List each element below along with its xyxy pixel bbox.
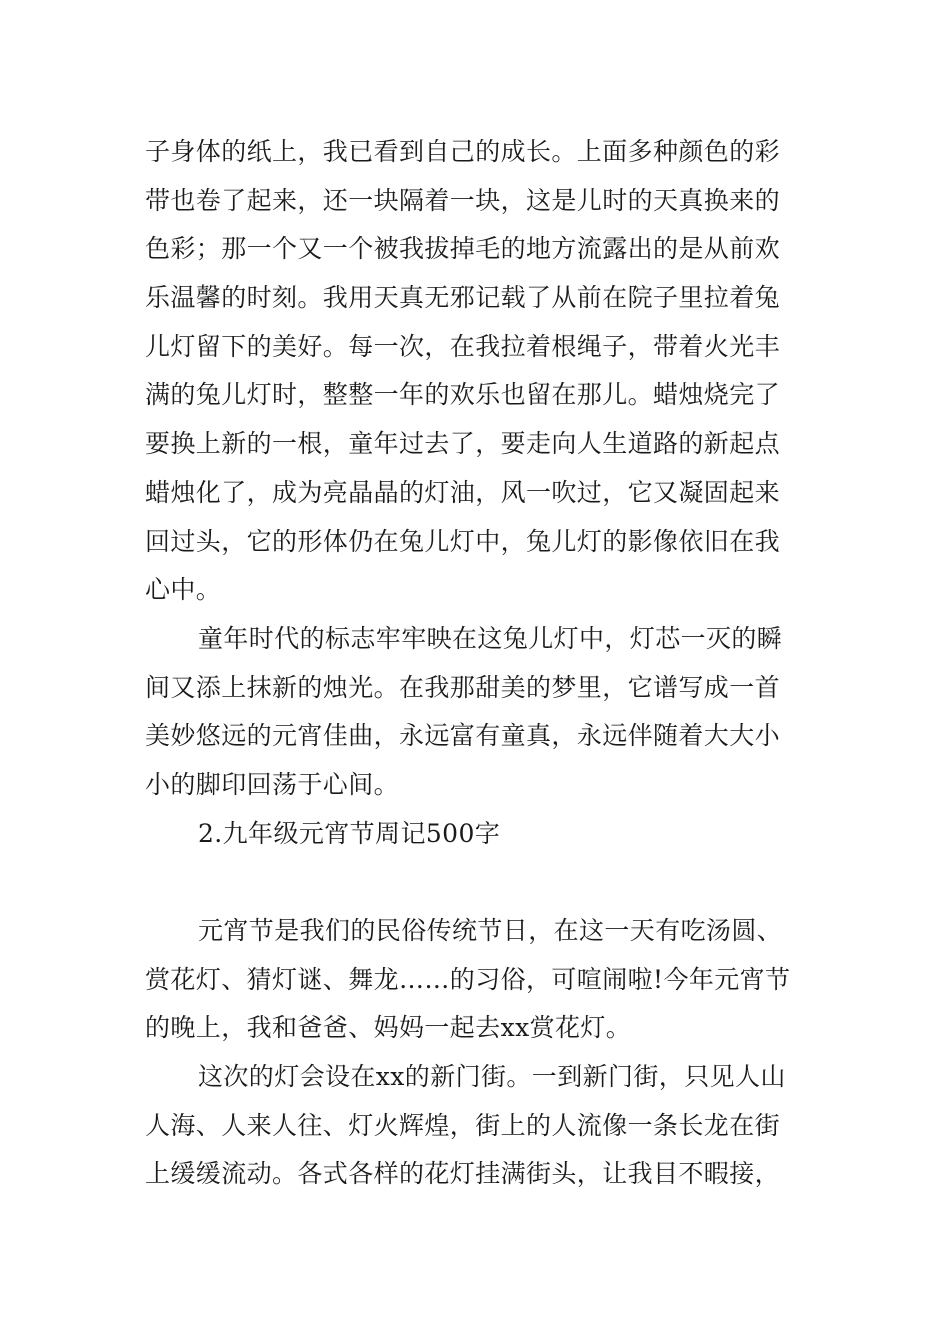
- text-line: 间又添上抹新的烛光。在我那甜美的梦里，它谱写成一首: [145, 672, 781, 702]
- text-line: 心中。: [145, 575, 222, 605]
- text-line: 蜡烛化了，成为亮晶晶的灯油，风一吹过，它又凝固起来: [145, 477, 781, 507]
- blank-line: [145, 858, 810, 907]
- text-line: 色彩；那一个又一个被我拔掉毛的地方流露出的是从前欢: [145, 234, 781, 264]
- text-line: 带也卷了起来，还一块隔着一块，这是儿时的天真换来的: [145, 185, 781, 215]
- text-line: 子身体的纸上，我已看到自己的成长。上面多种颜色的彩: [145, 137, 781, 166]
- paragraph-start-line: 元宵节是我们的民俗传统节日，在这一天有吃汤圆、: [198, 916, 783, 945]
- text-line: 儿灯留下的美好。每一次，在我拉着根绳子，带着火光丰: [145, 331, 781, 361]
- document-body: [145, 128, 810, 1199]
- paragraph-start-line: 童年时代的标志牢牢映在这兔儿灯中，灯芯一灭的瞬: [198, 623, 783, 653]
- text-line: 小的脚印回荡于心间。: [145, 769, 400, 799]
- text-line: 赏花灯、猜灯谜、舞龙……的习俗，可喧闹啦!今年元宵节: [145, 964, 791, 994]
- text-line: 人海、人来人往、灯火辉煌，街上的人流像一条长龙在街: [145, 1110, 781, 1140]
- text-line: 上缓缓流动。各式各样的花灯挂满街头，让我目不暇接，: [145, 1159, 781, 1189]
- paragraph-start-line: 这次的灯会设在xx的新门街。一到新门街，只见人山: [198, 1062, 786, 1092]
- section-heading: 2.九年级元宵节周记500字: [198, 818, 501, 848]
- text-line: 满的兔儿灯时，整整一年的欢乐也留在那儿。蜡烛烧完了: [145, 380, 781, 410]
- text-line: 美妙悠远的元宵佳曲，永远富有童真，永远伴随着大大小: [145, 721, 781, 751]
- text-line: 乐温馨的时刻。我用天真无邪记载了从前在院子里拉着兔: [145, 283, 781, 313]
- text-line: 要换上新的一根，童年过去了，要走向人生道路的新起点: [145, 429, 781, 459]
- text-line: 的晚上，我和爸爸、妈妈一起去xx赏花灯。: [145, 1013, 632, 1043]
- text-line: 回过头，它的形体仍在兔儿灯中，兔儿灯的影像依旧在我: [145, 526, 781, 556]
